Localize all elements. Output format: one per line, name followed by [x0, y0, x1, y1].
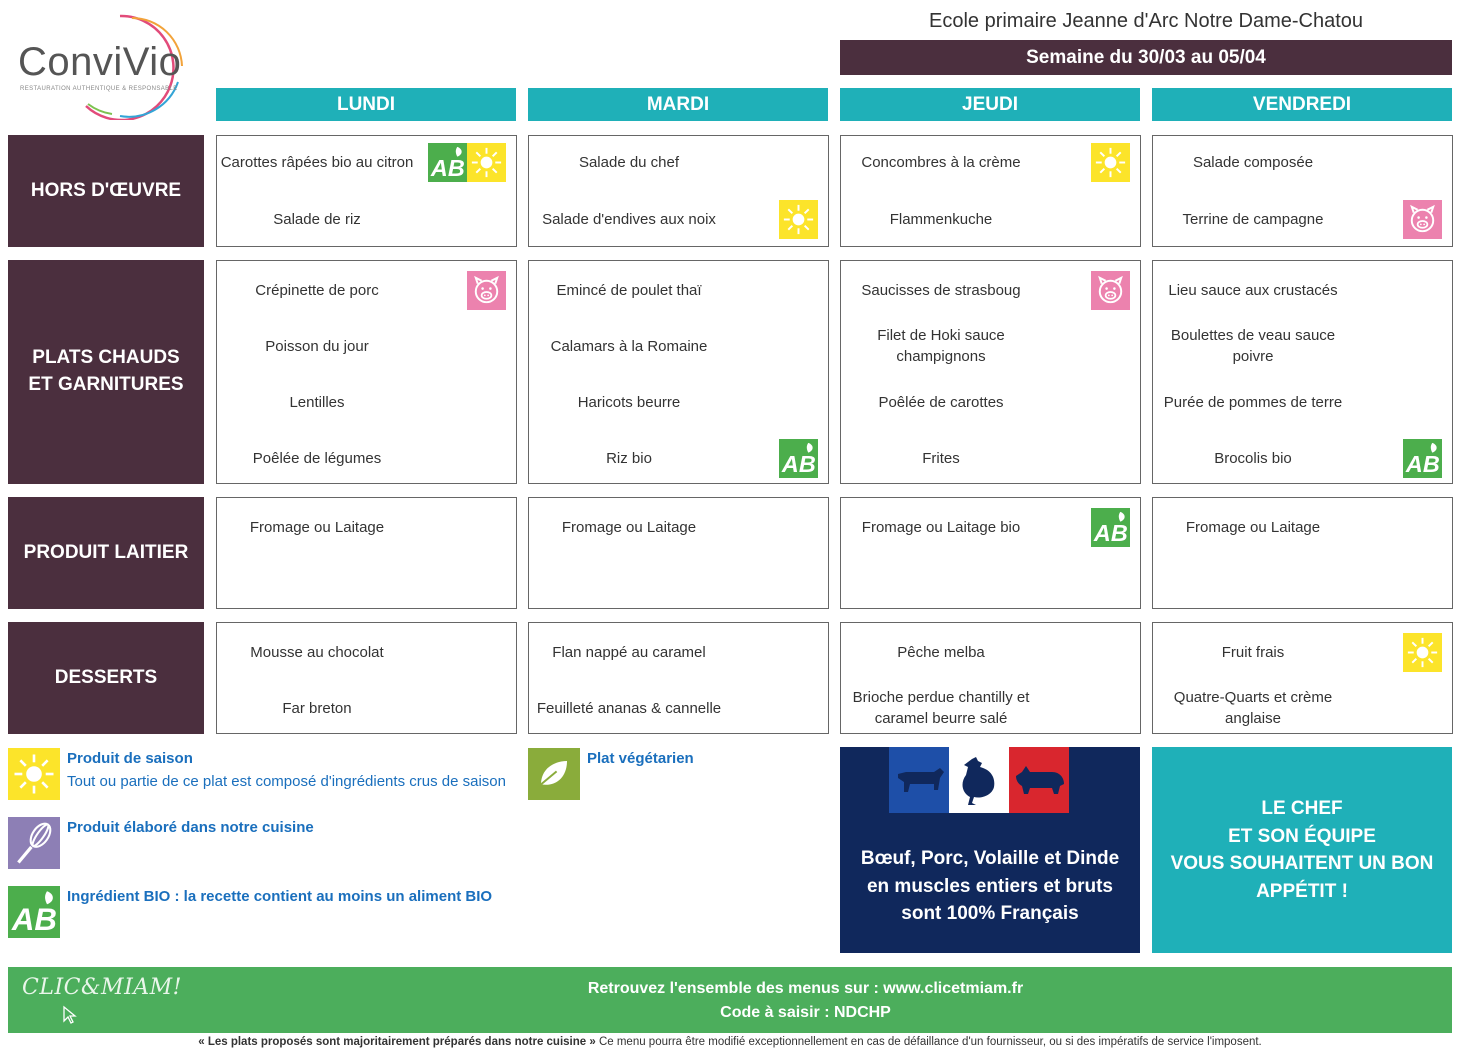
bio-icon [1403, 439, 1442, 478]
sun-icon [779, 200, 818, 239]
pig-icon [467, 271, 506, 310]
bio-icon [779, 439, 818, 478]
french-line: en muscles entiers et bruts [866, 875, 1114, 897]
svg-text:AB: AB [1093, 519, 1128, 546]
chef-line: VOUS SOUHAITENT UN BON [1170, 853, 1434, 874]
menu-item: Quatre-Quarts et crème anglaise [1173, 689, 1333, 727]
menu-item: Poêlée de carottes [878, 393, 1004, 411]
menu-item: Frites [922, 449, 960, 467]
category-produit-laitier [8, 497, 204, 609]
menu-item: Terrine de campagne [1182, 211, 1324, 228]
menu-item: Lieu sauce aux crustacés [1168, 281, 1338, 299]
menu-item: Far breton [282, 699, 352, 717]
logo-name: ConviVio [18, 40, 182, 84]
menu-cell [528, 260, 829, 484]
category-label: PLATS CHAUDS [32, 347, 180, 369]
menu-item: Lentilles [289, 393, 345, 411]
pig-icon [1091, 271, 1130, 310]
svg-text:AB: AB [1405, 450, 1440, 477]
legend-kitchen-title: Produit élaboré dans notre cuisine [67, 819, 314, 836]
category-hors-doeuvre [8, 135, 204, 247]
menu-cell [528, 135, 829, 247]
category-label: ET GARNITURES [28, 374, 184, 395]
menu-cell [528, 622, 829, 734]
menu-item: Fromage ou Laitage [249, 518, 385, 536]
footer-text [8, 977, 1457, 1025]
sun-icon [1091, 143, 1130, 182]
menu-item: Poêlée de légumes [252, 449, 382, 467]
menu-item: Flan nappé au caramel [552, 643, 706, 661]
menu-cell [840, 260, 1141, 484]
menu-item: Feuilleté ananas & cannelle [536, 699, 722, 717]
legend-bio-title: Ingrédient BIO : la recette contient au moins un aliment BIO [67, 888, 493, 905]
menu-item: Salade du chef [578, 153, 680, 171]
day-header-mardi: MARDI [528, 88, 828, 121]
disclaimer-note [8, 1036, 1452, 1048]
category-label: DESSERTS [54, 666, 158, 688]
sun-icon [1403, 633, 1442, 672]
menu-item: Fromage ou Laitage [561, 518, 697, 536]
footer-website[interactable]: Retrouvez l'ensemble des menus sur : www.clicetmiam.fr [587, 980, 1024, 997]
french-line: sont 100% Français [901, 903, 1079, 924]
category-plats-chauds [8, 260, 204, 484]
chef-message-box [1152, 747, 1452, 953]
menu-cell [216, 622, 517, 734]
chef-line: LE CHEF [1261, 798, 1343, 819]
menu-item: Carottes râpées bio au citron [220, 153, 414, 171]
leaf-icon [528, 748, 580, 800]
week-banner: Semaine du 30/03 au 05/04 [840, 40, 1452, 75]
bio-icon [8, 886, 60, 938]
logo-tagline: RESTAURATION AUTHENTIQUE & RESPONSABLE [20, 86, 178, 92]
menu-item: Haricots beurre [577, 393, 681, 411]
category-label: PRODUIT LAITIER [23, 541, 189, 563]
menu-cell [216, 497, 517, 609]
sun-icon [8, 748, 60, 800]
sun-icon [467, 143, 506, 182]
menu-item: Salade d'endives aux noix [542, 211, 716, 228]
chicken-icon [954, 755, 1004, 807]
bio-icon [1091, 508, 1130, 547]
french-line: Bœuf, Porc, Volaille et Dinde [860, 848, 1120, 869]
menu-item: Pêche melba [897, 643, 985, 661]
bio-icon [428, 143, 467, 182]
disclaimer-rest: Ce menu pourra être modifié exceptionnellement en cas de défaillance d'un fournisseur, ou si des impératifs de service l'imposent. [595, 1036, 1262, 1048]
menu-item: Concombres à la crème [861, 153, 1021, 171]
menu-item: Boulettes de veau sauce poivre [1170, 327, 1336, 365]
menu-item: Salade de riz [273, 211, 361, 228]
menu-item: Fromage ou Laitage [1185, 518, 1321, 536]
whisk-icon [8, 817, 60, 869]
menu-item: Fruit frais [1221, 643, 1285, 661]
menu-cell [216, 135, 517, 247]
clicmiam-logo[interactable]: CLIC&MIAM! [22, 975, 183, 1000]
menu-item: Filet de Hoki sauce champignons [877, 327, 1005, 365]
french-origin-text [840, 845, 1140, 928]
legend-veg-title: Plat végétarien [587, 750, 694, 767]
day-header-vendredi: VENDREDI [1152, 88, 1452, 121]
chef-line: APPÉTIT ! [1256, 880, 1348, 902]
svg-text:AB: AB [11, 902, 57, 938]
legend-season-desc: Tout ou partie de ce plat est composé d'ingrédients crus de saison [67, 773, 506, 790]
menu-cell [1152, 260, 1453, 484]
menu-cell [528, 497, 829, 609]
menu-cell [840, 622, 1141, 734]
menu-cell [1152, 497, 1453, 609]
menu-item: Crépinette de porc [255, 281, 379, 299]
menu-cell [1152, 135, 1453, 247]
menu-item: Brocolis bio [1214, 449, 1292, 467]
cow-icon [892, 760, 946, 800]
menu-cell [216, 260, 517, 484]
menu-item: Emincé de poulet thaï [556, 281, 702, 299]
day-header-lundi: LUNDI [216, 88, 516, 121]
menu-item: Riz bio [606, 449, 652, 467]
menu-cell [1152, 622, 1453, 734]
menu-item: Saucisses de strasboug [861, 281, 1021, 299]
category-desserts [8, 622, 204, 734]
pig-icon [1012, 762, 1066, 800]
menu-item: Fromage ou Laitage bio [861, 518, 1021, 536]
menu-item: Salade composée [1192, 153, 1314, 171]
category-label: HORS D'ŒUVRE [30, 179, 182, 201]
menu-item: Brioche perdue chantilly et caramel beurre salé [852, 689, 1030, 727]
menu-item: Poisson du jour [265, 337, 369, 355]
menu-item: Mousse au chocolat [250, 643, 384, 661]
menu-cell [840, 135, 1141, 247]
day-header-jeudi: JEUDI [840, 88, 1140, 121]
pig-icon [1403, 200, 1442, 239]
menu-item: Flammenkuche [889, 211, 993, 228]
chef-line: ET SON ÉQUIPE [1228, 825, 1376, 847]
menu-cell [840, 497, 1141, 609]
legend-season-title: Produit de saison [67, 750, 193, 767]
menu-item: Purée de pommes de terre [1163, 393, 1343, 411]
svg-text:AB: AB [430, 154, 465, 181]
school-name: Ecole primaire Jeanne d'Arc Notre Dame-Chatou [928, 10, 1363, 32]
disclaimer-bold: « Les plats proposés sont majoritairement préparés dans notre cuisine » [198, 1036, 596, 1048]
footer-code: Code à saisir : NDCHP [720, 1004, 891, 1021]
svg-text:AB: AB [781, 450, 816, 477]
menu-item: Calamars à la Romaine [550, 337, 708, 355]
